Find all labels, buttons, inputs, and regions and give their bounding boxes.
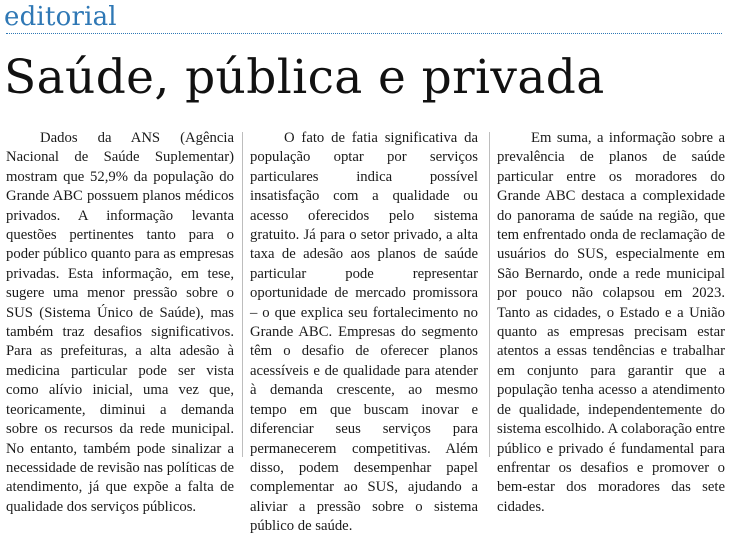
- column-2-paragraph: O fato de fatia significativa da população optar por serviços particulares indica possível insatisfação com a qualidade ou acesso oferecidos pelo sistema gratuito. Já para o setor privado, a alta taxa de adesão aos planos de saúde particular pode representar oportunidade de mercado promissora – o que explica seu fortalecimento no Grande ABC. Empresas do segmento têm o desafio de oferecer planos acessíveis e de qualidade para atender à demanda crescente, ao mesmo tempo em que buscam inovar e diferenciar seus serviços para permanecerem competitivas. Além disso, podem desempenhar papel complementar ao SUS, ajudando a aliviar a pressão sobre o sistema público de saúde.: [250, 130, 478, 535]
- section-divider: [6, 33, 722, 34]
- column-3-paragraph: Em suma, a informação sobre a prevalência de planos de saúde particular entre os moradores do Grande ABC destaca a complexidade do panorama de saúde na região, que tem enfrentado onda de reclamação de usuários do SUS, especialmente em São Bernardo, onde a rede municipal por pouco não colapsou em 2023. Tanto as cidades, o Estado e a União quanto as empresas precisam estar atentos a essas tendências e trabalhar em conjunto para garantir que a população tenha acesso a atendimento de qualidade, independentemente do sistema escolhido. A colaboração entre público e privado é fundamental para enfrentar os desafios e promover o bem-estar dos moradores das sete cidades.: [497, 130, 725, 515]
- section-label: editorial: [4, 2, 117, 32]
- article-column-1: [6, 129, 234, 517]
- headline: Saúde, pública e privada: [4, 50, 605, 105]
- column-divider: [489, 132, 490, 457]
- column-divider: [242, 132, 243, 457]
- article-column-2: [250, 129, 478, 537]
- article-column-3: [497, 129, 725, 517]
- column-1-paragraph: Dados da ANS (Agência Nacional de Saúde Suplementar) mostram que 52,9% da população do Grande ABC possuem planos médicos privados. A informação levanta questões pertinentes tanto para o poder público quanto para as empresas privadas. Esta informação, em tese, sugere uma menor pressão sobre o SUS (Sistema Único de Saúde), mas também traz desafios significativos. Para as prefeituras, a alta adesão à medicina particular pode ser vista como alívio inicial, uma vez que, teoricamente, diminui a demanda sobre os recursos da rede municipal. No entanto, também pode sinalizar a necessidade de revisão nas políticas de atendimento, já que expõe a falta de qualidade dos serviços públicos.: [6, 130, 234, 515]
